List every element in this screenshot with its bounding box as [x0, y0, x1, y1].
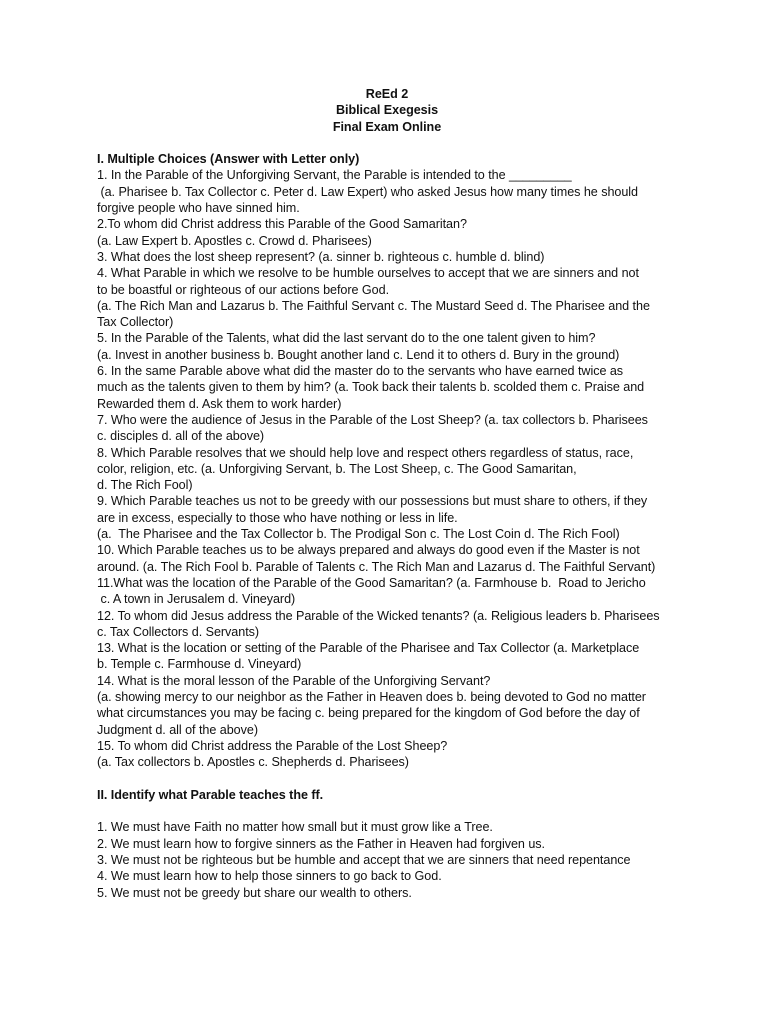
- question-line: 12. To whom did Jesus address the Parable of the Wicked tenants? (a. Religious leaders b. Pharisees: [97, 608, 660, 623]
- question-line: what circumstances you may be facing c. being prepared for the kingdom of God before the day of: [97, 706, 640, 721]
- exam-title: Final Exam Online: [332, 119, 442, 134]
- question-line: (a. Pharisee b. Tax Collector c. Peter d. Law Expert) who asked Jesus how many times he should: [97, 184, 639, 199]
- question-line: (a. Invest in another business b. Bought another land c. Lend it to others d. Bury in the ground): [97, 347, 620, 362]
- question-line: (a. Tax collectors b. Apostles c. Shepherds d. Pharisees): [97, 755, 409, 770]
- exam-header: [97, 86, 677, 135]
- question-line: c. Tax Collectors d. Servants): [97, 624, 260, 639]
- question-line: (a. The Rich Man and Lazarus b. The Faithful Servant c. The Mustard Seed d. The Pharisee and the: [97, 298, 650, 313]
- question-line: 10. Which Parable teaches us to be always prepared and always do good even if the Master is not: [97, 543, 640, 558]
- section-1-lines: [97, 167, 677, 770]
- section-1-title: I. Multiple Choices (Answer with Letter only): [97, 152, 360, 167]
- question-line: 13. What is the location or setting of the Parable of the Pharisee and Tax Collector (a. Marketplace: [97, 641, 640, 656]
- identify-line: 3. We must not be righteous but be humble and accept that we are sinners that need repentance: [97, 852, 631, 867]
- identify-line: 1. We must have Faith no matter how small but it must grow like a Tree.: [97, 820, 493, 835]
- question-line: 2.To whom did Christ address this Parable of the Good Samaritan?: [97, 217, 467, 232]
- question-line: c. A town in Jerusalem d. Vineyard): [97, 592, 296, 607]
- question-line: 7. Who were the audience of Jesus in the Parable of the Lost Sheep? (a. tax collectors b. Pharisees: [97, 412, 648, 427]
- question-line: 6. In the same Parable above what did the master do to the servants who have earned twice as: [97, 364, 624, 379]
- question-line: Rewarded them d. Ask them to work harder): [97, 396, 342, 411]
- question-line: (a. The Pharisee and the Tax Collector b. The Prodigal Son c. The Lost Coin d. The Rich Fool): [97, 527, 620, 542]
- question-line: Tax Collector): [97, 315, 174, 330]
- question-line: forgive people who have sinned him.: [97, 201, 300, 216]
- spacer: [97, 135, 677, 151]
- question-line: much as the talents given to them by him? (a. Took back their talents b. scolded them c. Praise and: [97, 380, 645, 395]
- question-line: (a. Law Expert b. Apostles c. Crowd d. Pharisees): [97, 233, 372, 248]
- section-2-title: II. Identify what Parable teaches the ff.: [97, 787, 324, 802]
- question-line: 1. In the Parable of the Unforgiving Servant, the Parable is intended to the _________: [97, 168, 572, 183]
- question-line: around. (a. The Rich Fool b. Parable of Talents c. The Rich Man and Lazarus d. The Faithful Servant): [97, 559, 656, 574]
- question-line: 3. What does the lost sheep represent? (a. sinner b. righteous c. humble d. blind): [97, 249, 545, 264]
- question-line: color, religion, etc. (a. Unforgiving Servant, b. The Lost Sheep, c. The Good Samaritan,: [97, 461, 577, 476]
- question-line: 5. In the Parable of the Talents, what did the last servant do to the one talent given to him?: [97, 331, 596, 346]
- question-line: to be boastful or righteous of our actions before God.: [97, 282, 390, 297]
- question-line: 15. To whom did Christ address the Parable of the Lost Sheep?: [97, 738, 448, 753]
- course-code: ReEd 2: [365, 87, 409, 101]
- question-line: b. Temple c. Farmhouse d. Vineyard): [97, 657, 302, 672]
- section-2-lines: [97, 819, 677, 900]
- spacer: [97, 770, 677, 786]
- question-line: Judgment d. all of the above): [97, 722, 258, 737]
- identify-line: 5. We must not be greedy but share our wealth to others.: [97, 885, 412, 900]
- question-line: (a. showing mercy to our neighbor as the Father in Heaven does b. being devoted to God no matter: [97, 689, 646, 704]
- question-line: 9. Which Parable teaches us not to be greedy with our possessions but must share to others, if they: [97, 494, 648, 509]
- question-line: c. disciples d. all of the above): [97, 429, 265, 444]
- question-line: 11.What was the location of the Parable of the Good Samaritan? (a. Farmhouse b. Road to Jericho: [97, 575, 646, 590]
- question-line: d. The Rich Fool): [97, 478, 193, 493]
- question-line: are in excess, especially to those who have nothing or less in life.: [97, 510, 458, 525]
- exam-content: [97, 86, 677, 901]
- question-line: 14. What is the moral lesson of the Parable of the Unforgiving Servant?: [97, 673, 491, 688]
- identify-line: 4. We must learn how to help those sinners to go back to God.: [97, 869, 442, 884]
- identify-line: 2. We must learn how to forgive sinners as the Father in Heaven had forgiven us.: [97, 836, 545, 851]
- course-title: Biblical Exegesis: [335, 103, 439, 118]
- spacer: [97, 803, 677, 819]
- question-line: 4. What Parable in which we resolve to be humble ourselves to accept that we are sinners and not: [97, 266, 639, 281]
- question-line: 8. Which Parable resolves that we should help love and respect others regardless of status, race,: [97, 445, 634, 460]
